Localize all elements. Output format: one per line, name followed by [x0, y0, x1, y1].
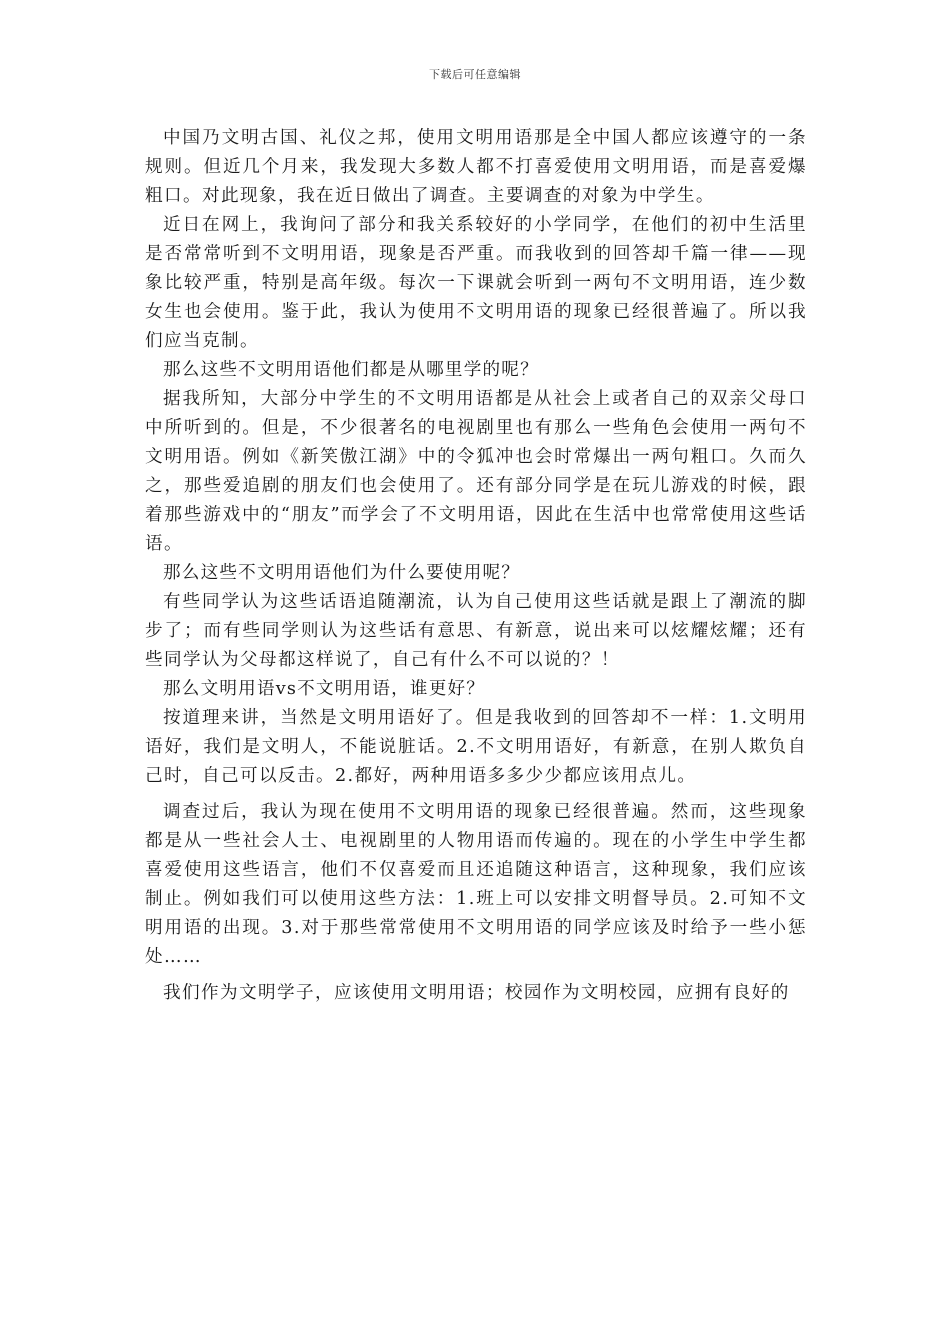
paragraph-sources: 据我所知，大部分中学生的不文明用语都是从社会上或者自己的双亲父母口中所听到的。但是，不少很著名的电视剧里也有那么一些角色会使用一两句不文明用语。例如《新笑傲江湖》中的令狐冲也会时常爆出一两句粗口。久而久之，那些爱追剧的朋友们也会使用了。还有部分同学是在玩儿游戏的时候，跟着那些游戏中的“朋友”而学会了不文明用语，因此在生活中也常常使用这些话语。 [145, 389, 807, 554]
page-header: 下载后可任意编辑 [429, 68, 521, 81]
paragraph-reasons: 有些同学认为这些话语追随潮流，认为自己使用这些话就是跟上了潮流的脚步了；而有些同学则认为这些话有意思、有新意，说出来可以炫耀炫耀；还有些同学认为父母都这样说了，自己有什么不可以说的？！ [145, 592, 807, 670]
paragraph-intro: 中国乃文明古国、礼仪之邦，使用文明用语那是全中国人都应该遵守的一条规则。但近几个月来，我发现大多数人都不打喜爱使用文明用语，而是喜爱爆粗口。对此现象，我在近日做出了调查。主要调查的对象为中学生。 [145, 128, 807, 206]
question-where-learned: 那么这些不文明用语他们都是从哪里学的呢？ [163, 360, 539, 380]
paragraph-survey: 近日在网上，我询问了部分和我关系较好的小学同学，在他们的初中生活里是否常常听到不文明用语，现象是否严重。而我收到的回答却千篇一律——现象比较严重，特别是高年级。每次一下课就会听到一两句不文明用语，连少数女生也会使用。鉴于此，我认为使用不文明用语的现象已经很普遍了。所以我们应当克制。 [145, 215, 807, 351]
question-which-better: 那么文明用语vs不文明用语，谁更好？ [163, 679, 486, 699]
paragraph-answers: 按道理来讲，当然是文明用语好了。但是我收到的回答却不一样：1.文明用语好，我们是文明人，不能说脏话。2.不文明用语好，有新意，在别人欺负自己时，自己可以反击。2.都好，两种用语多多少少都应该用点儿。 [145, 708, 807, 786]
question-why-used: 那么这些不文明用语他们为什么要使用呢？ [163, 563, 521, 583]
document-body [145, 124, 807, 1008]
paragraph-closing: 我们作为文明学子，应该使用文明用语；校园作为文明校园，应拥有良好的 [163, 983, 790, 1003]
paragraph-conclusion: 调查过后，我认为现在使用不文明用语的现象已经很普遍。然而，这些现象都是从一些社会人士、电视剧里的人物用语而传遍的。现在的小学生中学生都喜爱使用这些语言，他们不仅喜爱而且还追随这种语言，这种现象，我们应该制止。例如我们可以使用这些方法：1.班上可以安排文明督导员。2.可知不文明用语的出现。3.对于那些常常使用不文明用语的同学应该及时给予一些小惩处…… [145, 802, 807, 967]
